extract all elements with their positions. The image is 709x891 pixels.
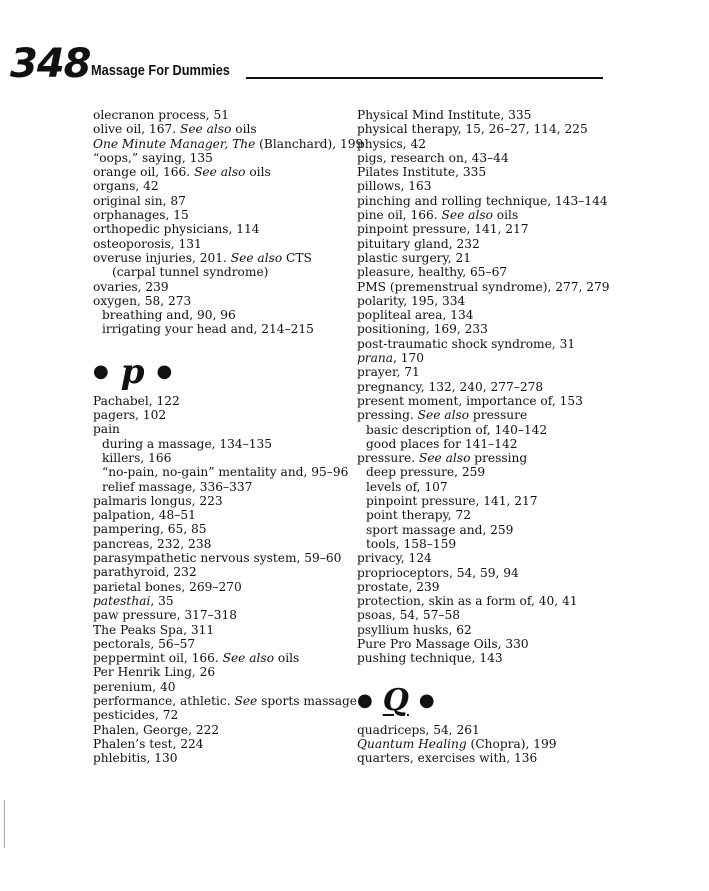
index-entry: physics, 42 xyxy=(357,136,427,151)
index-entry: pillows, 163 xyxy=(357,179,432,194)
section-heading-p xyxy=(93,350,353,394)
index-entry: pain xyxy=(93,422,120,437)
index-entry: quadriceps, 54, 261 xyxy=(357,722,480,737)
index-entry: Phalen, George, 222 xyxy=(93,722,220,737)
index-entry: orthopedic physicians, 114 xyxy=(93,222,260,237)
index-entry: osteoporosis, 131 xyxy=(93,236,202,251)
index-subentry: tools, 158–159 xyxy=(366,536,457,551)
index-entry: olecranon process, 51 xyxy=(93,108,230,122)
index-subentry: point therapy, 72 xyxy=(366,508,472,523)
index-entry: Physical Mind Institute, 335 xyxy=(357,108,532,122)
index-entry: Pilates Institute, 335 xyxy=(357,165,487,180)
index-entry: orphanages, 15 xyxy=(93,208,189,223)
index-entry: polarity, 195, 334 xyxy=(357,293,466,308)
index-entry: pectorals, 56–57 xyxy=(93,636,196,651)
index-entry: parietal bones, 269–270 xyxy=(93,579,242,594)
index-entry: pleasure, healthy, 65–67 xyxy=(357,265,508,280)
index-entry: ovaries, 239 xyxy=(93,279,169,294)
index-entry: One Minute Manager, The (Blanchard), 199 xyxy=(93,136,364,151)
index-entry: “oops,” saying, 135 xyxy=(93,150,213,165)
index-column-left xyxy=(93,108,364,766)
section-heading-q xyxy=(357,679,632,723)
index-entry: performance, athletic. See sports massage xyxy=(93,693,357,708)
index-subentry: killers, 166 xyxy=(102,450,172,465)
index-entry: parathyroid, 232 xyxy=(93,565,197,580)
header-rule xyxy=(246,77,603,79)
index-entry: Pachabel, 122 xyxy=(93,393,180,408)
index-entry: organs, 42 xyxy=(93,179,159,194)
index-entry: original sin, 87 xyxy=(93,193,186,208)
index-entry: psoas, 54, 57–58 xyxy=(357,608,461,623)
index-entry: protection, skin as a form of, 40, 41 xyxy=(357,594,578,609)
index-subentry: irrigating your head and, 214–215 xyxy=(102,322,314,337)
index-subentry: sport massage and, 259 xyxy=(366,522,514,537)
index-subentry: basic description of, 140–142 xyxy=(366,422,548,437)
index-subentry: pinpoint pressure, 141, 217 xyxy=(366,494,538,509)
section-letter: p xyxy=(120,351,145,392)
bullet-dot-icon: ● xyxy=(357,689,373,711)
index-subentry: relief massage, 336–337 xyxy=(102,479,253,494)
index-entry: pigs, research on, 43–44 xyxy=(357,150,509,165)
index-entry: parasympathetic nervous system, 59–60 xyxy=(93,551,342,566)
index-entry: pushing technique, 143 xyxy=(357,651,503,666)
index-entry: psyllium husks, 62 xyxy=(357,622,472,637)
index-entry: privacy, 124 xyxy=(357,551,432,566)
index-entry: PMS (premenstrual syndrome), 277, 279 xyxy=(357,279,610,294)
index-entry: physical therapy, 15, 26–27, 114, 225 xyxy=(357,122,588,137)
index-entry: paw pressure, 317–318 xyxy=(93,608,237,623)
running-header-title: Massage For Dummies xyxy=(91,62,230,79)
index-subentry: deep pressure, 259 xyxy=(366,465,486,480)
index-entry: pinpoint pressure, 141, 217 xyxy=(357,222,529,237)
entries-p xyxy=(93,393,357,766)
index-entry: pressing. See also pressure xyxy=(357,408,528,423)
index-entry: pituitary gland, 232 xyxy=(357,236,480,251)
index-entry: popliteal area, 134 xyxy=(357,308,474,323)
index-entry: prana, 170 xyxy=(357,351,425,366)
index-entry: plastic surgery, 21 xyxy=(357,250,472,265)
index-entry: quarters, exercises with, 136 xyxy=(357,751,538,766)
index-entry: Pure Pro Massage Oils, 330 xyxy=(357,636,529,651)
index-entry: overuse injuries, 201. See also CTS (carpal tunnel syndrome) xyxy=(93,250,312,280)
index-entry: palpation, 48–51 xyxy=(93,508,196,523)
index-entry: pinching and rolling technique, 143–144 xyxy=(357,193,608,208)
index-entry: peppermint oil, 166. See also oils xyxy=(93,651,300,666)
index-column-right xyxy=(357,108,632,765)
entries-q xyxy=(357,723,632,766)
index-subentry: good places for 141–142 xyxy=(366,436,518,451)
bullet-dot-icon: ● xyxy=(93,360,109,382)
index-entry: Quantum Healing (Chopra), 199 xyxy=(357,736,557,751)
index-entry: palmaris longus, 223 xyxy=(93,493,223,508)
entries-o xyxy=(93,108,364,337)
index-entry: post-traumatic shock syndrome, 31 xyxy=(357,336,576,351)
entries-p-continued xyxy=(357,108,632,666)
index-subentry: breathing and, 90, 96 xyxy=(102,308,236,323)
index-entry: pesticides, 72 xyxy=(93,708,179,723)
index-entry: patesthai, 35 xyxy=(93,593,174,608)
index-entry: oxygen, 58, 273 xyxy=(93,293,192,308)
index-entry: pampering, 65, 85 xyxy=(93,522,207,537)
index-entry: positioning, 169, 233 xyxy=(357,322,488,337)
index-entry: pine oil, 166. See also oils xyxy=(357,208,519,223)
bullet-dot-icon: ● xyxy=(418,689,435,711)
index-entry: phlebitis, 130 xyxy=(93,751,178,766)
index-entry: pressure. See also pressing xyxy=(357,451,528,466)
index-entry: perenium, 40 xyxy=(93,679,176,694)
index-entry: Per Henrik Ling, 26 xyxy=(93,665,216,680)
index-subentry: levels of, 107 xyxy=(366,479,448,494)
index-entry: prostate, 239 xyxy=(357,579,440,594)
index-entry: pancreas, 232, 238 xyxy=(93,536,212,551)
index-entry: olive oil, 167. See also oils xyxy=(93,122,257,137)
index-entry: orange oil, 166. See also oils xyxy=(93,165,271,180)
index-subentry: during a massage, 134–135 xyxy=(102,436,273,451)
index-entry: proprioceptors, 54, 59, 94 xyxy=(357,565,519,580)
index-subentry: “no-pain, no-gain” mentality and, 95–96 xyxy=(102,465,349,480)
index-entry: The Peaks Spa, 311 xyxy=(93,622,215,637)
index-entry: Phalen’s test, 224 xyxy=(93,736,204,751)
index-entry: pregnancy, 132, 240, 277–278 xyxy=(357,379,544,394)
index-entry: pagers, 102 xyxy=(93,408,167,423)
margin-mark xyxy=(4,800,5,848)
section-letter: Q xyxy=(382,682,409,718)
page-number: 348 xyxy=(10,41,91,87)
index-entry: present moment, importance of, 153 xyxy=(357,393,583,408)
bullet-dot-icon: ● xyxy=(156,360,173,382)
index-entry: prayer, 71 xyxy=(357,365,420,380)
